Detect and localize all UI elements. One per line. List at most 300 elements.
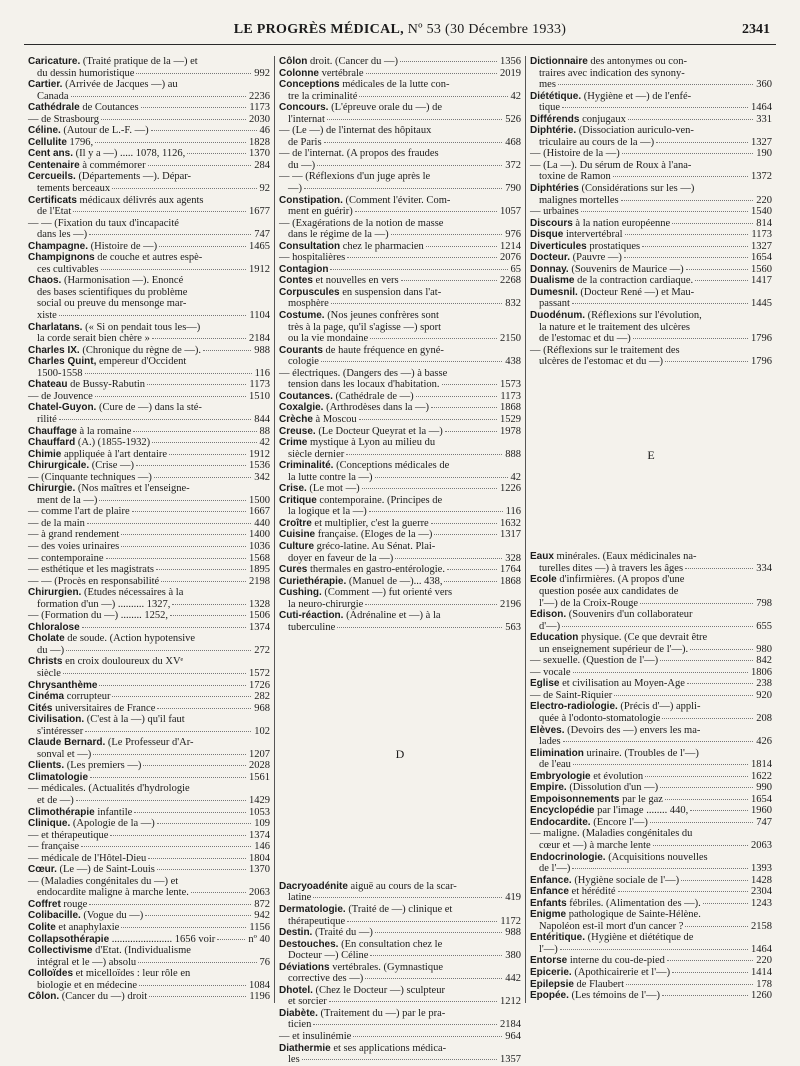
entry-text: [530, 898, 701, 910]
entry-headword: Chauffage: [28, 425, 77, 437]
page-reference: 888: [505, 448, 521, 460]
entry-headword: Constipation.: [279, 194, 343, 206]
page-reference: 842: [756, 655, 772, 667]
entry-continuation-text: ment en guérir): [288, 206, 353, 218]
entry-continuation: [530, 598, 772, 610]
entry-line: [279, 310, 521, 322]
dot-leader: [573, 672, 748, 673]
page-reference: 844: [254, 413, 270, 425]
entry-text: [279, 529, 432, 541]
index-entry: [279, 927, 521, 939]
dot-leader: [217, 939, 245, 940]
entry-description: (Dissociation auriculo-ven-: [578, 125, 694, 137]
entry-continuation-text: la lutte contre la —): [288, 471, 373, 483]
entry-continuation-text: intégral et le —) absolu: [37, 956, 137, 968]
entry-continuation: [279, 183, 521, 195]
index-entry: [28, 56, 270, 79]
page-reference: 1173: [249, 102, 270, 114]
index-entry: [279, 610, 521, 633]
entry-continuation: [279, 1019, 521, 1031]
entry-continuation: [28, 414, 270, 426]
entry-line: [28, 195, 270, 207]
entry-headword: Champignons: [28, 252, 95, 264]
entry-description: mystique à Lyon au milieu du: [309, 437, 436, 449]
entry-line: [279, 56, 521, 68]
entry-headword: Colloïdes: [28, 968, 74, 980]
entry-description: (Les témoins de l'—): [571, 990, 661, 1002]
dot-leader: [370, 338, 497, 339]
entry-text: [279, 125, 431, 137]
entry-headword: Chloralose: [28, 621, 80, 633]
entry-text: [28, 934, 215, 946]
issue-info: Nº 53 (30 Décembre 1933): [407, 22, 567, 37]
entry-text: [530, 875, 679, 887]
entry-description: conjugaux: [582, 113, 626, 125]
entry-line: [28, 691, 270, 703]
entry-line: [28, 703, 270, 715]
entry-line: [279, 402, 521, 414]
entry-continuation-text: de Paris: [288, 136, 322, 148]
entry-line: [28, 680, 270, 692]
entry-text: [279, 1008, 445, 1020]
entry-description: (Nos jeunes confrères sont: [327, 310, 439, 322]
entry-description: (Apologie de la —): [72, 818, 155, 830]
entry-description: — (Formation du —) ........ 1252,: [28, 610, 168, 622]
entry-line: [530, 690, 772, 702]
dot-leader: [95, 142, 246, 143]
page-reference: 1370: [249, 864, 270, 876]
dot-leader: [625, 234, 749, 235]
entry-headword: Cures: [279, 564, 308, 576]
entry-text: [28, 656, 183, 668]
entry-description: (Crise —): [91, 460, 135, 472]
entry-headword: Dhotel.: [279, 984, 313, 996]
entry-text: [530, 160, 691, 172]
page-reference: 526: [505, 113, 521, 125]
entry-headword: Cent ans.: [28, 148, 74, 160]
entry-continuation: [28, 749, 270, 761]
entry-headword: Crèche: [279, 413, 313, 425]
entry-description: — (Réflexions sur le traitement des: [530, 344, 680, 356]
entry-description: empereur d'Occident: [98, 356, 187, 368]
entry-continuation-text: tique: [539, 102, 560, 114]
entry-description: — (La —). Du sérum de Roux à l'ana-: [530, 159, 692, 171]
entry-headword: Enfants: [530, 897, 567, 909]
entry-headword: Eaux: [530, 551, 554, 563]
dot-leader: [355, 211, 497, 212]
entry-line: [279, 985, 521, 997]
entry-headword: Centenaire: [28, 159, 80, 171]
entry-text: [28, 125, 149, 137]
entry-line: [530, 218, 772, 230]
entry-line: [28, 945, 270, 957]
page-reference: 814: [756, 217, 772, 229]
index-entry: [279, 102, 521, 125]
entry-line: [28, 356, 270, 368]
entry-text: [530, 229, 623, 241]
entry-line: [28, 830, 270, 842]
entry-text: [28, 714, 185, 726]
entry-line: [279, 483, 521, 495]
dot-leader: [149, 996, 246, 997]
entry-description: (L'épreuve orale du —) de: [331, 102, 442, 114]
dot-leader: [147, 384, 246, 385]
entry-text: [279, 518, 429, 530]
index-entry: [28, 125, 270, 137]
entry-continuation-text: dans le régime de la —): [288, 229, 389, 241]
entry-headword: Civilisation.: [28, 714, 85, 726]
entry-line: [530, 748, 772, 760]
entry-line: [530, 632, 772, 644]
entry-text: [279, 904, 452, 916]
entry-headword: Chimie: [28, 448, 62, 460]
dot-leader: [151, 130, 257, 131]
dot-leader: [362, 488, 497, 489]
dot-leader: [359, 419, 497, 420]
page-reference: 372: [505, 159, 521, 171]
dot-leader: [560, 949, 748, 950]
dot-leader: [152, 338, 246, 339]
entry-description: urinaire. (Troubles de l'—): [586, 747, 699, 759]
index-entry: [279, 56, 521, 68]
entry-description: et multiplier, c'est la guerre: [314, 517, 429, 529]
dot-leader: [365, 978, 502, 979]
entry-text: [28, 437, 150, 449]
entry-description: (Traité du —): [314, 927, 373, 939]
index-entry: [279, 426, 521, 438]
entry-description: (A.) (1855-1932): [77, 437, 151, 449]
entry-headword: Epilepsie: [530, 978, 574, 990]
entry-line: [28, 818, 270, 830]
index-entry: [28, 275, 270, 321]
entry-continuation-text: siècle: [37, 667, 61, 679]
dot-leader: [59, 315, 247, 316]
page-reference: 468: [505, 136, 521, 148]
entry-description: de Coutances: [82, 102, 139, 114]
entry-headword: Docteur.: [530, 252, 571, 264]
entry-headword: Endocardite.: [530, 816, 591, 828]
entry-headword: Cushing.: [279, 587, 322, 599]
entry-continuation: [530, 586, 772, 598]
entry-text: [28, 610, 168, 622]
page-reference: 1465: [249, 240, 270, 252]
page-reference: 1510: [249, 390, 270, 402]
page-reference: 1622: [751, 770, 772, 782]
entry-continuation-text: mosphère: [288, 298, 329, 310]
entry-headword: Christs: [28, 656, 63, 668]
entry-headword: Chirurgien.: [28, 587, 82, 599]
page-reference: 1084: [249, 979, 270, 991]
page-reference: 116: [505, 506, 521, 518]
page-reference: 282: [254, 691, 270, 703]
index-entry: [28, 391, 270, 403]
entry-line: [530, 56, 772, 68]
page-reference: 284: [254, 159, 270, 171]
index-entry: [530, 252, 772, 264]
entry-text: [279, 310, 439, 322]
dot-leader: [640, 603, 753, 604]
entry-continuation: [28, 68, 270, 80]
entry-description: gréco-latine. Au Sénat. Plai-: [316, 540, 436, 552]
index-entry: [279, 310, 521, 345]
entry-description: — urbaines: [530, 206, 579, 218]
page-reference: 988: [254, 344, 270, 356]
entry-description: médicales de la lutte con-: [342, 79, 450, 91]
index-entry: [28, 968, 270, 991]
entry-line: [530, 183, 772, 195]
page-reference: 942: [254, 910, 270, 922]
entry-description: vertébrale: [321, 67, 364, 79]
page-reference: 1464: [751, 102, 772, 114]
dot-leader: [656, 142, 748, 143]
entry-description: et ses applications médica-: [333, 1042, 447, 1054]
entry-text: [28, 553, 104, 565]
page-reference: 976: [505, 229, 521, 241]
index-entry: [530, 229, 772, 241]
dot-leader: [106, 558, 246, 559]
entry-description: (Traitement du —) par le pra-: [320, 1007, 446, 1019]
dot-leader: [400, 61, 497, 62]
entry-description: (Hygiène et —) de l'enfé-: [583, 90, 692, 102]
entry-text: [530, 979, 624, 991]
entry-continuation-text: de l'eau: [539, 759, 571, 771]
entry-line: [28, 252, 270, 264]
entry-description: fébriles. (Alimentation des —).: [569, 897, 701, 909]
entry-line: [279, 102, 521, 114]
entry-line: [530, 771, 772, 783]
column-gap: [530, 368, 772, 450]
entry-description: (Dissolution d'un —): [569, 782, 659, 794]
entry-text: [28, 564, 154, 576]
dot-leader: [359, 96, 507, 97]
entry-line: [28, 807, 270, 819]
entry-headword: Destin.: [279, 927, 313, 939]
index-entry: [279, 939, 521, 962]
entry-description: (Considérations sur les —): [581, 183, 695, 195]
page-reference: 563: [505, 621, 521, 633]
entry-line: [530, 932, 772, 944]
entry-continuation-text: xiste: [37, 310, 57, 322]
page-reference: 190: [756, 148, 772, 160]
dot-leader: [685, 926, 748, 927]
entry-text: [279, 610, 441, 622]
dot-leader: [76, 800, 246, 801]
entry-line: [530, 574, 772, 586]
entry-line: [530, 979, 772, 991]
index-entry: [28, 160, 270, 172]
entry-description: — sexuelle. (Question de l'—): [530, 655, 659, 667]
entry-headword: Enfance: [530, 886, 569, 898]
entry-line: [530, 609, 772, 621]
entry-continuation: [530, 79, 772, 91]
dot-leader: [426, 246, 497, 247]
entry-description: — esthétique et les magistrats: [28, 564, 154, 576]
dot-leader: [370, 955, 502, 956]
entry-description: universitaires de France: [55, 702, 156, 714]
entry-line: [279, 218, 521, 230]
page-reference: 1560: [751, 263, 772, 275]
entry-continuation: [279, 356, 521, 368]
entry-headword: Epopée.: [530, 990, 569, 1002]
entry-line: [279, 345, 521, 357]
entry-line: [28, 171, 270, 183]
dot-leader: [695, 280, 748, 281]
entry-text: [530, 701, 700, 713]
entry-continuation-text: cologie: [288, 356, 319, 368]
page-header: [24, 22, 776, 44]
dot-leader: [121, 927, 246, 928]
index-entry: [28, 818, 270, 830]
entry-text: [28, 760, 141, 772]
index-entry: [530, 91, 772, 114]
entry-headword: Coffret: [28, 898, 61, 910]
entry-headword: Colite: [28, 922, 56, 934]
entry-headword: Cercueils.: [28, 171, 76, 183]
page-reference: 426: [756, 736, 772, 748]
entry-continuation: [530, 322, 772, 334]
entry-description: et hérédité: [571, 886, 616, 898]
dot-leader: [628, 119, 753, 120]
entry-headword: Déviations: [279, 961, 330, 973]
index-entry: [28, 564, 270, 576]
entry-description: infantile: [97, 806, 133, 818]
index-entry: [28, 506, 270, 518]
index-entry: [530, 678, 772, 690]
entry-line: [530, 886, 772, 898]
entry-text: [279, 287, 441, 299]
entry-line: [530, 725, 772, 737]
entry-headword: Côlon.: [28, 991, 60, 1003]
index-entry: [28, 322, 270, 345]
page-reference: 360: [756, 79, 772, 91]
dot-leader: [434, 534, 497, 535]
entry-description: — française: [28, 841, 80, 853]
index-entry: [28, 783, 270, 806]
index-entry: [28, 518, 270, 530]
index-entry: [28, 529, 270, 541]
entry-headword: Embryologie: [530, 770, 591, 782]
entry-continuation: [279, 1054, 521, 1066]
index-entry: [28, 402, 270, 425]
page-reference: 1529: [500, 413, 521, 425]
dot-leader: [313, 1024, 497, 1025]
entry-headword: Collectivisme: [28, 945, 93, 957]
entry-description: — comme l'art de plaire: [28, 506, 130, 518]
entry-text: [28, 991, 147, 1003]
entry-continuation-text: du —): [37, 644, 65, 656]
page-reference: 968: [254, 702, 270, 714]
entry-text: [279, 437, 435, 449]
entry-text: [530, 678, 685, 690]
dot-leader: [562, 107, 748, 108]
entry-headword: Cuti-réaction.: [279, 610, 344, 622]
entry-description: — électriques. (Dangers des —) à basse: [279, 367, 448, 379]
entry-continuation-text: triculaire au cours de la —): [539, 136, 655, 148]
entry-description: (Cancer du —) droit: [61, 991, 148, 1003]
page-reference: 380: [505, 950, 521, 962]
entry-description: (Hygiène et diététique de: [587, 932, 694, 944]
page-reference: 1868: [500, 402, 521, 414]
dot-leader: [444, 581, 497, 582]
entry-line: [279, 1043, 521, 1055]
entry-continuation-text: malignes mortelles: [539, 194, 619, 206]
page-reference: 238: [756, 678, 772, 690]
entry-headword: Climothérapie: [28, 806, 95, 818]
entry-line: [530, 782, 772, 794]
dot-leader: [431, 523, 497, 524]
entry-line: [279, 275, 521, 287]
dot-leader: [447, 569, 497, 570]
entry-text: [28, 449, 167, 461]
index-entry: [530, 241, 772, 253]
entry-headword: Chatel-Guyon.: [28, 402, 97, 414]
entry-text: [28, 472, 152, 484]
entry-headword: Charles Quint,: [28, 356, 97, 368]
page-reference: 920: [756, 689, 772, 701]
entry-line: [279, 1031, 521, 1043]
entry-headword: Conceptions: [279, 79, 340, 91]
entry-continuation: [279, 950, 521, 962]
index-entry: [279, 368, 521, 391]
entry-description: à Moscou: [315, 413, 357, 425]
page-reference: 334: [756, 562, 772, 574]
entry-description: (Histoire de —): [90, 240, 158, 252]
index-columns: [24, 56, 776, 1066]
dot-leader: [161, 581, 246, 582]
page-reference: 1196: [249, 991, 270, 1003]
entry-description: rouge: [63, 898, 88, 910]
entry-continuation: [279, 322, 521, 334]
dot-leader: [139, 985, 246, 986]
entry-continuation-text: biologie et en médecine: [37, 979, 138, 991]
dot-leader: [101, 269, 246, 270]
entry-text: [28, 241, 157, 253]
entry-headword: Diphtéries: [530, 183, 579, 195]
entry-headword: Cathédrale: [28, 102, 80, 114]
dot-leader: [89, 234, 251, 235]
entry-continuation: [279, 599, 521, 611]
dot-leader: [85, 373, 252, 374]
entry-headword: Clinique.: [28, 818, 71, 830]
entry-continuation: [279, 229, 521, 241]
entry-continuation-text: doyer en faveur de la —): [288, 552, 394, 564]
page-reference: 1960: [751, 805, 772, 817]
entry-text: [28, 148, 185, 160]
entry-continuation: [530, 102, 772, 114]
index-entry: [279, 275, 521, 287]
entry-line: [530, 160, 772, 172]
entry-description: — (Maladies congénitales du —) et: [28, 875, 179, 887]
page-reference: 1172: [500, 915, 521, 927]
entry-headword: Climatologie: [28, 771, 89, 783]
page-reference: 2063: [751, 839, 772, 851]
entry-line: [28, 910, 270, 922]
entry-headword: Collapsothérapie: [28, 933, 110, 945]
dot-leader: [85, 731, 251, 732]
dot-leader: [681, 880, 748, 881]
page-reference: 1428: [751, 874, 772, 886]
page-reference: 1372: [751, 171, 772, 183]
entry-description: appliquée à l'art dentaire: [63, 448, 168, 460]
entry-description: — (Exagérations de la notion de masse: [279, 217, 444, 229]
entry-description: (Comment l'éviter. Com-: [345, 194, 451, 206]
index-entry: [530, 551, 772, 574]
index-entry: [279, 195, 521, 218]
entry-continuation: [28, 980, 270, 992]
page-reference: 2019: [500, 67, 521, 79]
entry-description: physique. (Ce que devrait être: [580, 632, 708, 644]
entry-line: [530, 551, 772, 563]
